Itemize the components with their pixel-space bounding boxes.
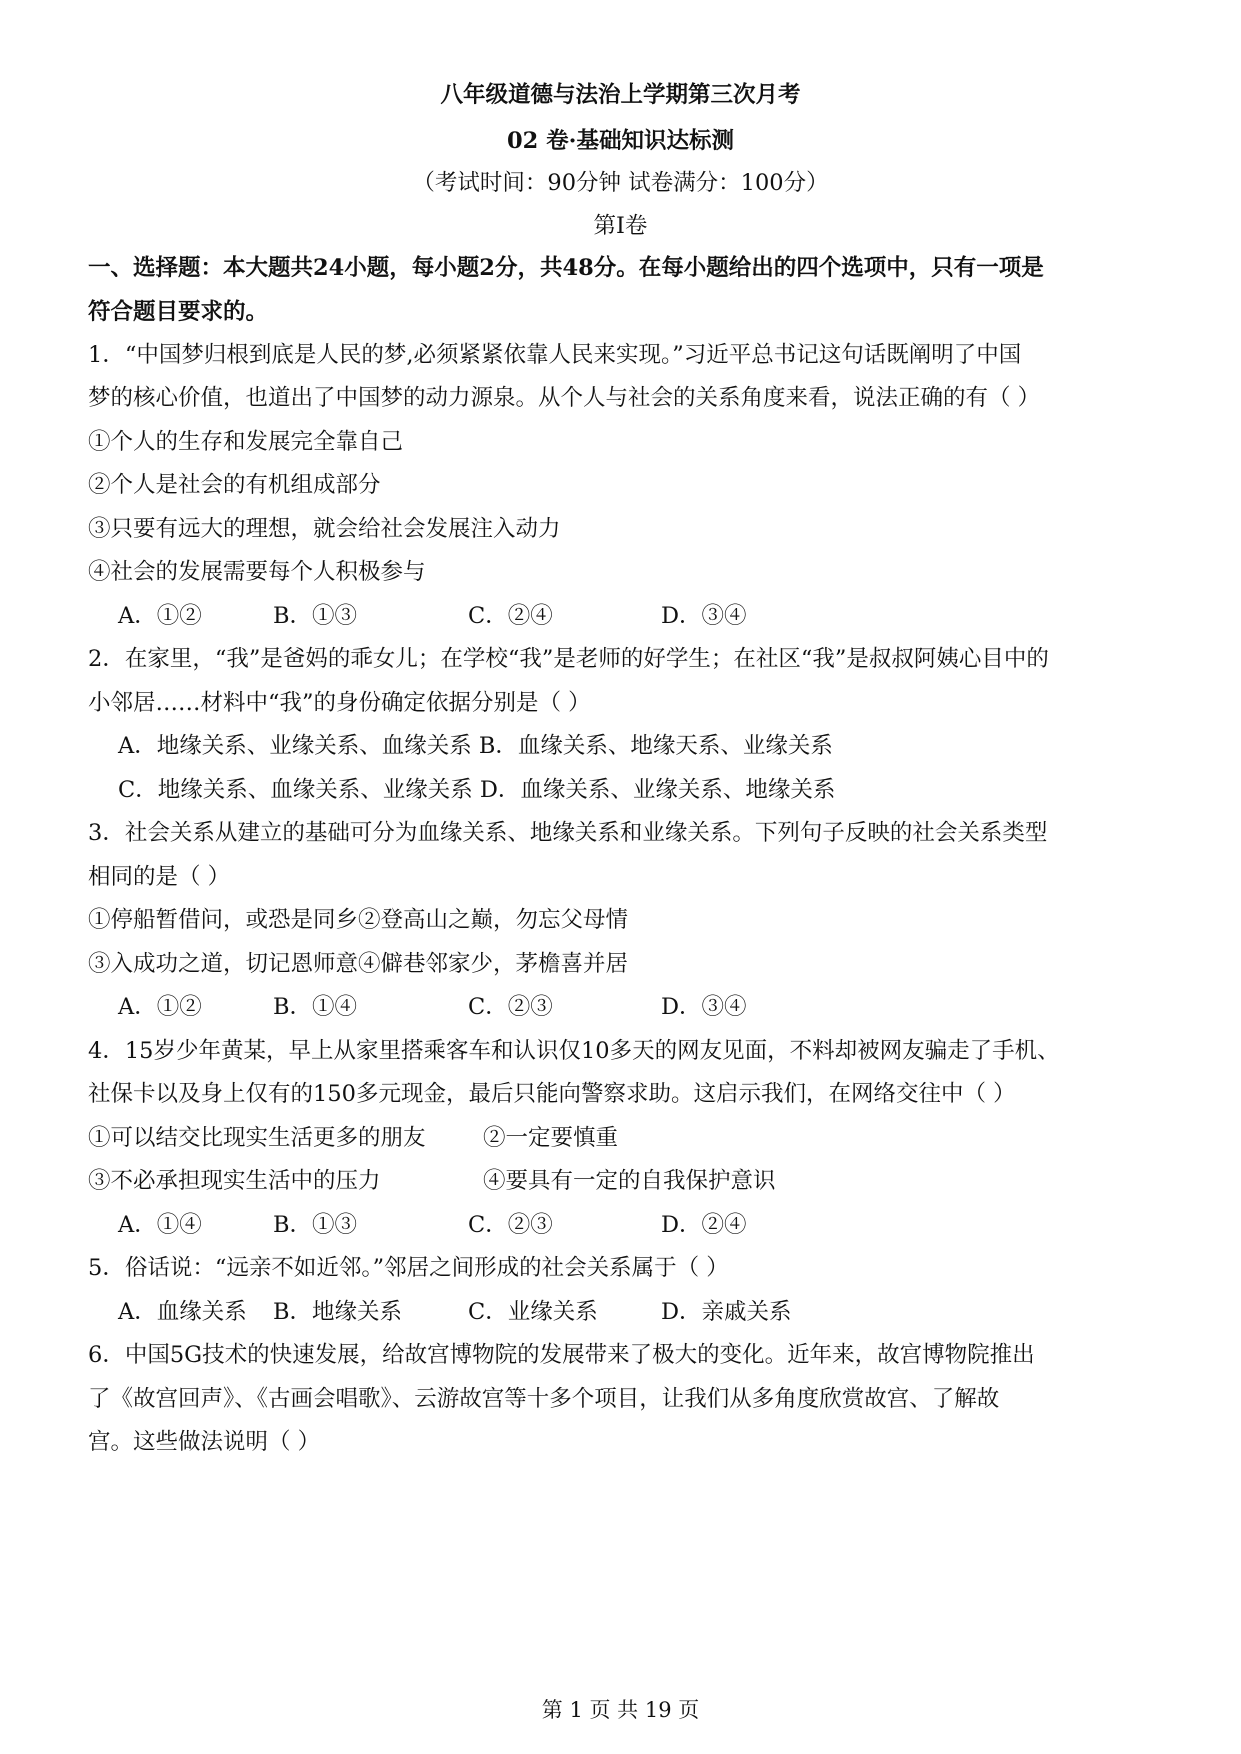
q6-stem-line-2: 了《故宫回声》、《古画会唱歌》、云游故宫等十多个项目，让我们从多角度欣赏故宫、了解故 bbox=[88, 1386, 1000, 1412]
q3-stem-line-2: 相同的是（ ） bbox=[88, 864, 231, 890]
q3-option-c[interactable]: C．②③ bbox=[468, 994, 553, 1020]
q1-item-4: ④社会的发展需要每个人积极参与 bbox=[88, 559, 426, 585]
q2-option-line-1[interactable]: A．地缘关系、业缘关系、血缘关系 B．血缘关系、地缘天系、业缘关系 bbox=[118, 733, 833, 759]
q1-option-c[interactable]: C．②④ bbox=[468, 603, 553, 629]
q2-stem-line-2: 小邻居……材料中“我”的身份确定依据分别是（ ） bbox=[88, 690, 591, 716]
q6-stem-line-1: 6．中国5G技术的快速发展，给故宫博物院的发展带来了极大的变化。近年来，故宫博物院推出 bbox=[88, 1342, 1035, 1368]
q1-stem-line-1: 1．“中国梦归根到底是人民的梦,必须紧紧依靠人民来实现。”习近平总书记这句话既阐明了中国 bbox=[88, 342, 1022, 368]
q4-item-4: ④要具有一定的自我保护意识 bbox=[483, 1168, 776, 1194]
q3-option-b[interactable]: B．①④ bbox=[273, 994, 358, 1020]
q4-item-row-1 bbox=[88, 1123, 1161, 1153]
q5-option-d[interactable]: D．亲戚关系 bbox=[661, 1299, 792, 1325]
q2-option-line-2[interactable]: C．地缘关系、血缘关系、业缘关系 D．血缘关系、业缘关系、地缘关系 bbox=[118, 777, 836, 803]
q5-option-c[interactable]: C．业缘关系 bbox=[468, 1299, 598, 1325]
q5-option-a[interactable]: A．血缘关系 bbox=[118, 1299, 247, 1325]
q4-option-b[interactable]: B．①③ bbox=[273, 1212, 358, 1238]
q3-item-line-2: ③入成功之道，切记恩师意④僻巷邻家少，茅檐喜并居 bbox=[88, 951, 629, 977]
q4-option-d[interactable]: D．②④ bbox=[661, 1212, 747, 1238]
q5-option-b[interactable]: B．地缘关系 bbox=[273, 1299, 403, 1325]
q1-stem-line-2: 梦的核心价值，也道出了中国梦的动力源泉。从个人与社会的关系角度来看，说法正确的有（ ） bbox=[88, 385, 1041, 411]
q4-stem-line-2: 社保卡以及身上仅有的150多元现金，最后只能向警察求助。这启示我们，在网络交往中（ ） bbox=[88, 1081, 1016, 1107]
page-number: 第 1 页 共 19 页 bbox=[541, 1698, 700, 1722]
q4-item-1: ①可以结交比现实生活更多的朋友 bbox=[88, 1125, 426, 1151]
exam-title: 八年级道德与法治上学期第三次月考 bbox=[440, 82, 801, 108]
q1-item-3: ③只要有远大的理想，就会给社会发展注入动力 bbox=[88, 516, 561, 542]
q3-stem-line-1: 3．社会关系从建立的基础可分为血缘关系、地缘关系和业缘关系。下列句子反映的社会关系类型 bbox=[88, 820, 1048, 846]
exam-info: （考试时间：90分钟 试卷满分：100分） bbox=[412, 170, 829, 196]
q5-stem: 5．俗话说：“远亲不如近邻。”邻居之间形成的社会关系属于（ ） bbox=[88, 1255, 729, 1281]
q3-option-d[interactable]: D．③④ bbox=[661, 994, 747, 1020]
q1-item-2: ②个人是社会的有机组成部分 bbox=[88, 472, 381, 498]
q3-item-line-1: ①停船暂借问，或恐是同乡②登高山之巅，勿忘父母情 bbox=[88, 907, 629, 933]
q1-option-a[interactable]: A．①② bbox=[118, 603, 202, 629]
q1-option-b[interactable]: B．①③ bbox=[273, 603, 358, 629]
q4-item-3: ③不必承担现实生活中的压力 bbox=[88, 1168, 381, 1194]
q4-item-2: ②一定要慎重 bbox=[483, 1125, 619, 1151]
section-heading-line-1: 一、选择题：本大题共24小题，每小题2分，共48分。在每小题给出的四个选项中，只有一项是 bbox=[88, 255, 1044, 281]
section-heading-line-2: 符合题目要求的。 bbox=[88, 299, 269, 325]
q4-stem-line-1: 4．15岁少年黄某，早上从家里搭乘客车和认识仅10多天的网友见面，不料却被网友骗走了手机、 bbox=[88, 1038, 1060, 1064]
q4-option-a[interactable]: A．①④ bbox=[118, 1212, 202, 1238]
volume-label: 第Ⅰ卷 bbox=[593, 213, 648, 239]
q1-item-1: ①个人的生存和发展完全靠自己 bbox=[88, 429, 404, 455]
q4-item-row-2 bbox=[88, 1166, 1161, 1196]
q1-option-d[interactable]: D．③④ bbox=[661, 603, 747, 629]
q3-option-a[interactable]: A．①② bbox=[118, 994, 202, 1020]
exam-subtitle: 02 卷·基础知识达标测 bbox=[507, 128, 734, 154]
q2-stem-line-1: 2．在家里，“我”是爸妈的乖女儿；在学校“我”是老师的好学生；在社区“我”是叔叔阿姨心目中的 bbox=[88, 646, 1049, 672]
q6-stem-line-3: 宫。这些做法说明（ ） bbox=[88, 1429, 321, 1455]
q4-option-c[interactable]: C．②③ bbox=[468, 1212, 553, 1238]
